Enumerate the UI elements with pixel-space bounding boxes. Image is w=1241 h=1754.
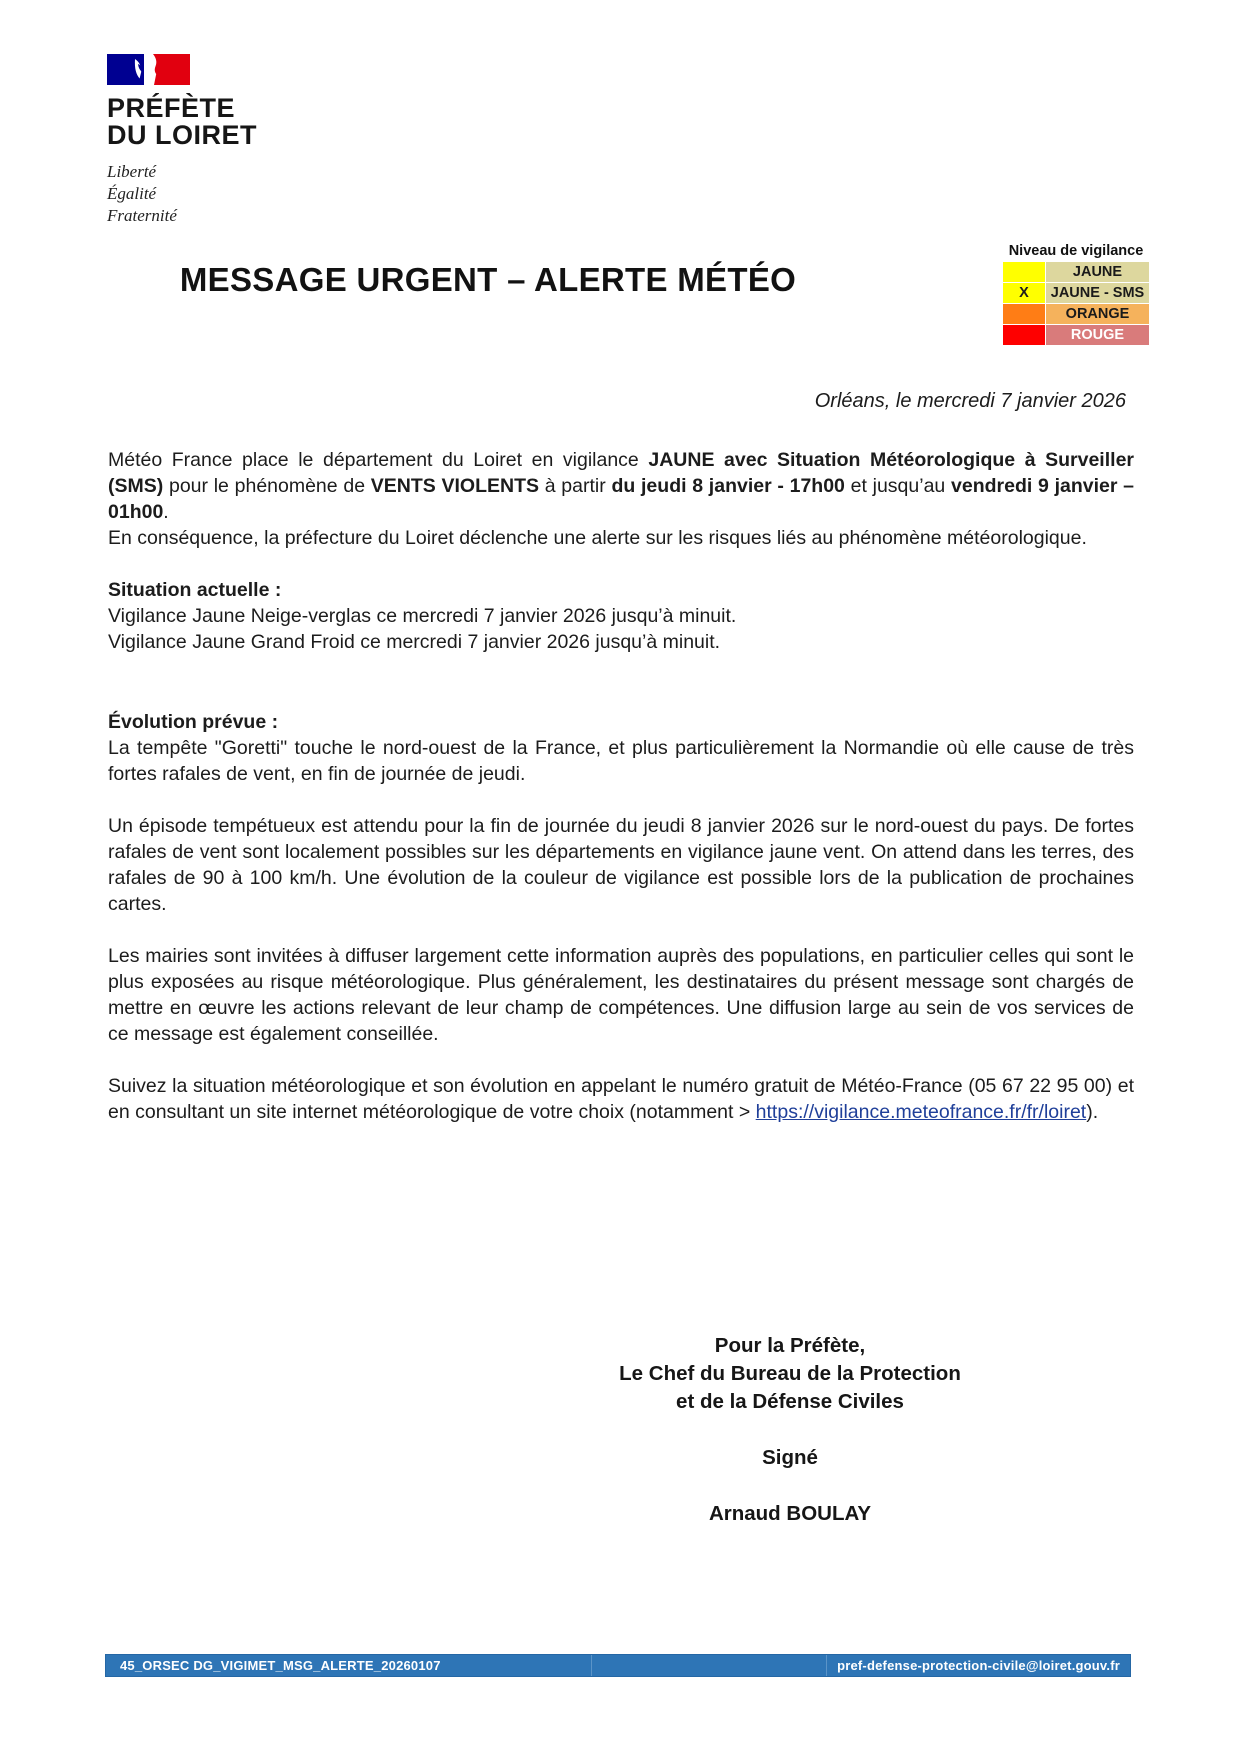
footer-spacer	[591, 1655, 826, 1676]
bold-text-run: vendredi 9 janvier – 01h00	[108, 475, 1135, 523]
footer-document-reference: 45_ORSEC DG_VIGIMET_MSG_ALERTE_20260107	[120, 1658, 441, 1673]
paragraph-suivez	[108, 1073, 1134, 1125]
text-run: Météo France place le département du Loiret en vigilance	[108, 449, 649, 471]
paragraph-mairies: Les mairies sont invitées à diffuser largement cette information auprès des populations, en particulier celles qui sont le plus exposées au risque météorologique. Plus généralement, les destinataires du présent message sont chargés de mettre en œuvre les actions relevant de leur champ de compétences. Une diffusion large au sein de vos services de ce message est également conseillée.	[108, 945, 1134, 1045]
paragraph-evolution: La tempête "Goretti" touche le nord-ouest de la France, et plus particulièrement la Normandie où elle cause de très fortes rafales de vent, en fin de journée de jeudi.	[108, 737, 1134, 785]
vigilance-swatch-jaune-sms-selected: X	[1003, 283, 1046, 304]
vigilance-swatch-rouge	[1003, 325, 1046, 346]
motto-liberte: Liberté	[107, 162, 157, 181]
bold-text-run: VENTS VIOLENTS	[370, 475, 540, 497]
signature-line-pour-la-prefete: Pour la Préfète,	[714, 1334, 866, 1357]
french-flag-marianne-icon	[107, 54, 257, 85]
vigilance-row-orange	[1003, 304, 1150, 325]
republic-motto	[107, 161, 257, 227]
signature-name: Arnaud BOULAY	[708, 1502, 872, 1525]
vigilance-label-jaune-sms: JAUNE - SMS	[1046, 283, 1150, 304]
prefecture-name	[107, 95, 257, 149]
paragraph-episode-tempetueux: Un épisode tempétueux est attendu pour la fin de journée du jeudi 8 janvier 2026 sur le nord-ouest du pays. De fortes rafales de vent sont localement possibles sur les départements en vigilance jaune vent. On attend dans les terres, des rafales de 90 à 100 km/h. Une évolution de la couleur de vigilance est possible lors de la publication de prochaines cartes.	[108, 815, 1134, 915]
text-run: à partir	[539, 475, 612, 497]
letter-body	[108, 447, 1134, 1125]
heading-evolution-prevue: Évolution prévue :	[108, 711, 279, 733]
meteofrance-vigilance-link[interactable]: https://vigilance.meteofrance.fr/fr/loiret	[755, 1101, 1087, 1123]
heading-situation-actuelle: Situation actuelle :	[108, 579, 282, 601]
situation-line-grand-froid: Vigilance Jaune Grand Froid ce mercredi 7 janvier 2026 jusqu’à minuit.	[108, 631, 721, 653]
signature-block	[550, 1332, 1030, 1528]
motto-fraternite: Fraternité	[107, 206, 177, 225]
vigilance-swatch-orange	[1003, 304, 1046, 325]
vigilance-swatch-jaune	[1003, 262, 1046, 283]
vigilance-label-orange: ORANGE	[1046, 304, 1150, 325]
vigilance-label-rouge: ROUGE	[1046, 325, 1150, 346]
text-run: .	[163, 501, 169, 523]
signature-line-defense-civiles: et de la Défense Civiles	[676, 1390, 904, 1413]
vigilance-row-jaune-sms	[1003, 283, 1150, 304]
prefecture-name-line1: PRÉFÈTE	[107, 93, 236, 123]
signature-signed: Signé	[762, 1446, 818, 1469]
bold-text-run: JAUNE avec Situation Météorologique à Surveiller (SMS)	[108, 449, 1134, 497]
vigilance-row-jaune	[1003, 262, 1150, 283]
vigilance-level-table	[1002, 243, 1150, 346]
text-run: Suivez la situation météorologique et son évolution en appelant le numéro gratuit de Météo-France (05 67 22 95 00) et en consultant un site internet météorologique de votre choix (notamment >	[108, 1075, 1134, 1123]
bold-text-run: du jeudi 8 janvier - 17h00	[611, 475, 845, 497]
paragraph-consequence: En conséquence, la préfecture du Loiret déclenche une alerte sur les risques liés au phénomène météorologique.	[108, 527, 1087, 549]
prefecture-name-line2: DU LOIRET	[107, 120, 257, 150]
vigilance-row-rouge	[1003, 325, 1150, 346]
prefecture-logo-block	[107, 54, 257, 227]
footer-bar	[105, 1654, 1131, 1677]
text-run: pour le phénomène de	[163, 475, 371, 497]
signature-line-chef-bureau: Le Chef du Bureau de la Protection	[619, 1362, 961, 1385]
text-run: et jusqu’au	[844, 475, 951, 497]
motto-egalite: Égalité	[107, 184, 157, 203]
vigilance-label-jaune: JAUNE	[1046, 262, 1150, 283]
paragraph-intro	[108, 447, 1134, 525]
dateline: Orléans, le mercredi 7 janvier 2026	[814, 390, 1126, 412]
footer-contact-email: pref-defense-protection-civile@loiret.gouv.fr	[826, 1655, 1130, 1676]
situation-line-neige-verglas: Vigilance Jaune Neige-verglas ce mercredi 7 janvier 2026 jusqu’à minuit.	[108, 605, 737, 627]
title-row	[108, 243, 1150, 378]
vigilance-table-header: Niveau de vigilance	[1008, 243, 1144, 259]
page-title: MESSAGE URGENT – ALERTE MÉTÉO	[179, 261, 797, 298]
text-run: ).	[1086, 1101, 1099, 1123]
